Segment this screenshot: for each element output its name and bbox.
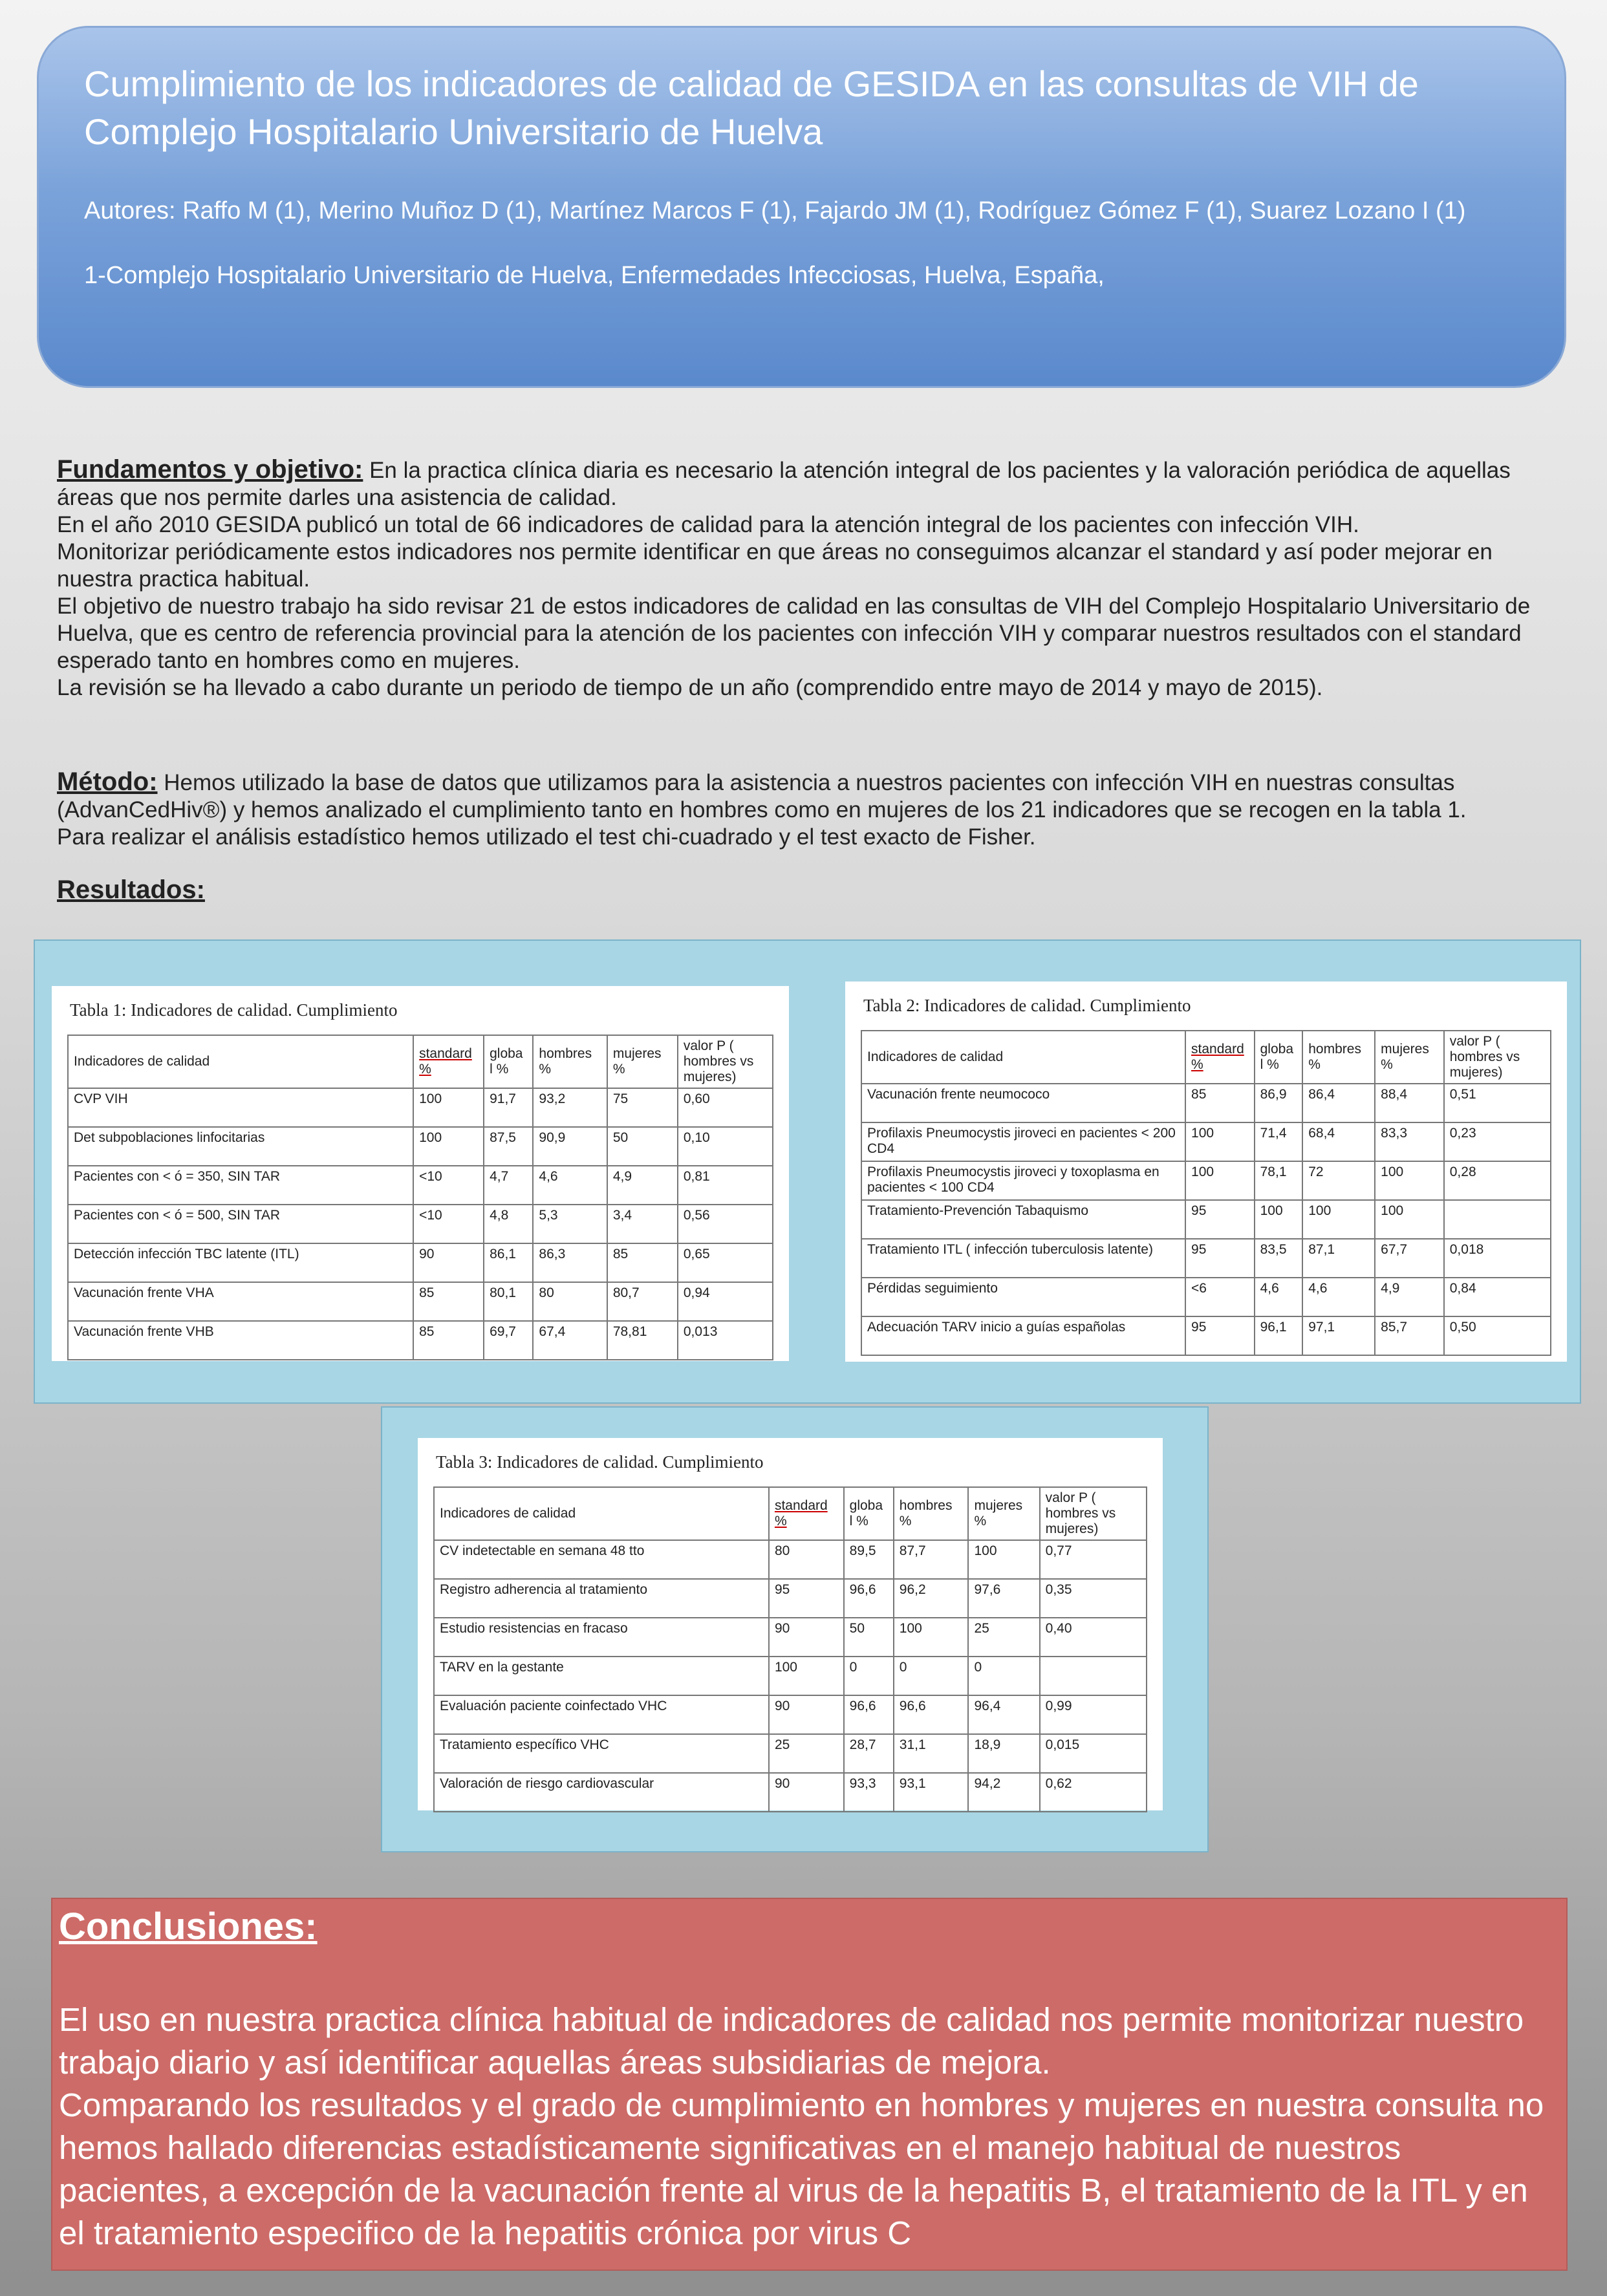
value-cell: 80: [769, 1540, 844, 1579]
value-cell: 86,9: [1255, 1084, 1303, 1122]
value-cell: 25: [769, 1734, 844, 1773]
column-header: Indicadores de calidad: [434, 1487, 769, 1540]
value-cell: 85: [413, 1321, 484, 1360]
metodo-lead: Hemos utilizado la base de datos que utilizamos para la asistencia a nuestros pacientes con infección VIH en nuestras consultas (AdvanCedHiv®) y hemos analizado el cumplimiento tanto en hombres como en mujeres de los 21 indicadores que se recogen en la tabla 1.: [57, 770, 1467, 822]
value-cell: 96,4: [968, 1695, 1039, 1734]
fundamentos-paragraph: Monitorizar periódicamente estos indicadores nos permite identificar en que áreas no conseguimos alcanzar el standard y así poder mejorar en nuestra practica habitual.: [57, 539, 1493, 592]
table-row: [434, 1618, 1147, 1657]
value-cell: 100: [1375, 1161, 1444, 1200]
indicator-cell: Profilaxis Pneumocystis jiroveci en pacientes < 200 CD4: [861, 1122, 1185, 1161]
table-row: [434, 1657, 1147, 1695]
value-cell: 4,6: [1255, 1278, 1303, 1316]
column-header: valor P ( hombres vs mujeres): [1444, 1031, 1551, 1084]
table-row: [861, 1316, 1551, 1355]
indicator-cell: Pacientes con < ó = 500, SIN TAR: [68, 1205, 413, 1243]
value-cell: 0,94: [678, 1282, 773, 1321]
value-cell: 83,3: [1375, 1122, 1444, 1161]
value-cell: 68,4: [1302, 1122, 1375, 1161]
value-cell: 86,4: [1302, 1084, 1375, 1122]
value-cell: <10: [413, 1205, 484, 1243]
indicator-cell: TARV en la gestante: [434, 1657, 769, 1695]
column-header: standard %: [413, 1035, 484, 1088]
table-row: [434, 1579, 1147, 1618]
value-cell: 75: [607, 1088, 678, 1127]
value-cell: 67,7: [1375, 1239, 1444, 1278]
value-cell: 97,6: [968, 1579, 1039, 1618]
indicator-cell: Vacunación frente VHA: [68, 1282, 413, 1321]
column-header: globa l %: [484, 1035, 533, 1088]
value-cell: <6: [1185, 1278, 1255, 1316]
fundamentos-paragraph: La revisión se ha llevado a cabo durante un periodo de tiempo de un año (comprendido entre mayo de 2014 y mayo de 2015).: [57, 675, 1323, 700]
value-cell: 97,1: [1302, 1316, 1375, 1355]
column-header: hombres %: [533, 1035, 607, 1088]
value-cell: 50: [607, 1127, 678, 1166]
table-row: [434, 1773, 1147, 1812]
metodo-section: [57, 768, 1551, 851]
value-cell: 0,40: [1040, 1618, 1147, 1657]
value-cell: 100: [968, 1540, 1039, 1579]
value-cell: 85: [607, 1243, 678, 1282]
value-cell: 100: [894, 1618, 969, 1657]
value-cell: 88,4: [1375, 1084, 1444, 1122]
value-cell: 0,23: [1444, 1122, 1551, 1161]
indicator-cell: Pacientes con < ó = 350, SIN TAR: [68, 1166, 413, 1205]
table-row: [861, 1122, 1551, 1161]
value-cell: 0,56: [678, 1205, 773, 1243]
value-cell: 72: [1302, 1161, 1375, 1200]
value-cell: 0,013: [678, 1321, 773, 1360]
column-header: globa l %: [844, 1487, 894, 1540]
table-2-caption: Tabla 2: Indicadores de calidad. Cumplimiento: [863, 996, 1191, 1015]
indicator-cell: Evaluación paciente coinfectado VHC: [434, 1695, 769, 1734]
value-cell: 100: [1255, 1200, 1303, 1239]
table-body: [861, 1084, 1551, 1355]
value-cell: 96,2: [894, 1579, 969, 1618]
value-cell: 0,77: [1040, 1540, 1147, 1579]
value-cell: 71,4: [1255, 1122, 1303, 1161]
fundamentos-lead: En la practica clínica diaria es necesario la atención integral de los pacientes y la valoración periódica de aquellas áreas que nos permite darles una asistencia de calidad.: [57, 458, 1511, 510]
value-cell: 96,6: [844, 1695, 894, 1734]
conclusiones-paragraph: Comparando los resultados y el grado de cumplimiento en hombres y mujeres en nuestra consulta no hemos hallado diferencias estadísticamente significativas en el manejo habitual de nuestros pacientes, a excepción de la vacunación frente al virus de la hepatitis B, el tratamiento de la ITL y en el tratamiento especifico de la hepatitis crónica por virus C: [59, 2087, 1544, 2251]
value-cell: 4,9: [1375, 1278, 1444, 1316]
indicator-cell: Det subpoblaciones linfocitarias: [68, 1127, 413, 1166]
indicator-cell: Vacunación frente VHB: [68, 1321, 413, 1360]
value-cell: 0,65: [678, 1243, 773, 1282]
value-cell: 95: [1185, 1316, 1255, 1355]
value-cell: 0,28: [1444, 1161, 1551, 1200]
value-cell: 0: [894, 1657, 969, 1695]
value-cell: 83,5: [1255, 1239, 1303, 1278]
poster-header: [37, 26, 1566, 388]
value-cell: 0,99: [1040, 1695, 1147, 1734]
table-3-caption: Tabla 3: Indicadores de calidad. Cumplimiento: [436, 1452, 764, 1472]
indicator-cell: Detección infección TBC latente (ITL): [68, 1243, 413, 1282]
value-cell: 95: [769, 1579, 844, 1618]
indicator-cell: Pérdidas seguimiento: [861, 1278, 1185, 1316]
table-header-row: [861, 1031, 1551, 1084]
column-header: Indicadores de calidad: [68, 1035, 413, 1088]
value-cell: 0,50: [1444, 1316, 1551, 1355]
value-cell: 80,7: [607, 1282, 678, 1321]
table-row: [68, 1321, 773, 1360]
table-1-box: [52, 986, 789, 1361]
value-cell: <10: [413, 1166, 484, 1205]
value-cell: 100: [1302, 1200, 1375, 1239]
value-cell: 87,5: [484, 1127, 533, 1166]
value-cell: 0: [844, 1657, 894, 1695]
table-row: [861, 1161, 1551, 1200]
value-cell: 50: [844, 1618, 894, 1657]
indicator-cell: Estudio resistencias en fracaso: [434, 1618, 769, 1657]
column-header: globa l %: [1255, 1031, 1303, 1084]
value-cell: [1040, 1657, 1147, 1695]
column-header: mujeres %: [1375, 1031, 1444, 1084]
value-cell: 4,6: [533, 1166, 607, 1205]
value-cell: 0,015: [1040, 1734, 1147, 1773]
value-cell: 90: [769, 1618, 844, 1657]
value-cell: 100: [1185, 1161, 1255, 1200]
table-header-row: [68, 1035, 773, 1088]
metodo-paragraph: Para realizar el análisis estadístico hemos utilizado el test chi-cuadrado y el test exacto de Fisher.: [57, 824, 1036, 850]
indicator-cell: Registro adherencia al tratamiento: [434, 1579, 769, 1618]
fundamentos-paragraph: En el año 2010 GESIDA publicó un total de 66 indicadores de calidad para la atención integral de los pacientes con infección VIH.: [57, 512, 1359, 537]
value-cell: 96,1: [1255, 1316, 1303, 1355]
value-cell: 89,5: [844, 1540, 894, 1579]
poster-title: Cumplimiento de los indicadores de calidad de GESIDA en las consultas de VIH de Complejo Hospitalario Universitario de Huelva: [84, 63, 1419, 152]
table-row: [68, 1166, 773, 1205]
value-cell: 86,3: [533, 1243, 607, 1282]
value-cell: 0,62: [1040, 1773, 1147, 1812]
column-header: hombres %: [1302, 1031, 1375, 1084]
value-cell: 87,7: [894, 1540, 969, 1579]
table-body: [434, 1540, 1147, 1812]
value-cell: 80,1: [484, 1282, 533, 1321]
column-header: valor P ( hombres vs mujeres): [1040, 1487, 1147, 1540]
value-cell: 3,4: [607, 1205, 678, 1243]
affiliation-line: 1-Complejo Hospitalario Universitario de Huelva, Enfermedades Infecciosas, Huelva, España,: [84, 262, 1105, 289]
value-cell: 31,1: [894, 1734, 969, 1773]
table-row: [68, 1205, 773, 1243]
table-row: [68, 1088, 773, 1127]
value-cell: 4,7: [484, 1166, 533, 1205]
value-cell: 90: [769, 1773, 844, 1812]
value-cell: 100: [1185, 1122, 1255, 1161]
value-cell: 94,2: [968, 1773, 1039, 1812]
indicator-cell: Profilaxis Pneumocystis jiroveci y toxoplasma en pacientes < 100 CD4: [861, 1161, 1185, 1200]
value-cell: 90: [413, 1243, 484, 1282]
metodo-heading: Método:: [57, 767, 158, 796]
indicator-cell: Tratamiento-Prevención Tabaquismo: [861, 1200, 1185, 1239]
value-cell: 85: [1185, 1084, 1255, 1122]
value-cell: 87,1: [1302, 1239, 1375, 1278]
value-cell: 4,8: [484, 1205, 533, 1243]
indicator-cell: CV indetectable en semana 48 tto: [434, 1540, 769, 1579]
value-cell: 0,51: [1444, 1084, 1551, 1122]
table-row: [861, 1200, 1551, 1239]
table-1: [67, 1035, 773, 1360]
value-cell: 0,81: [678, 1166, 773, 1205]
value-cell: 100: [413, 1088, 484, 1127]
indicator-cell: Adecuación TARV inicio a guías españolas: [861, 1316, 1185, 1355]
value-cell: 100: [769, 1657, 844, 1695]
value-cell: 0,35: [1040, 1579, 1147, 1618]
authors-line: Autores: Raffo M (1), Merino Muñoz D (1), Martínez Marcos F (1), Fajardo JM (1), Rodríguez Gómez F (1), Suarez Lozano I (1): [84, 197, 1466, 224]
table-row: [434, 1734, 1147, 1773]
value-cell: 0,84: [1444, 1278, 1551, 1316]
table-1-caption: Tabla 1: Indicadores de calidad. Cumplimiento: [70, 1000, 398, 1020]
value-cell: 96,6: [894, 1695, 969, 1734]
value-cell: 93,2: [533, 1088, 607, 1127]
value-cell: 100: [1375, 1200, 1444, 1239]
table-row: [434, 1695, 1147, 1734]
table-row: [68, 1243, 773, 1282]
column-header: mujeres %: [968, 1487, 1039, 1540]
table-row: [861, 1239, 1551, 1278]
value-cell: 78,1: [1255, 1161, 1303, 1200]
conclusiones-paragraph: El uso en nuestra practica clínica habitual de indicadores de calidad nos permite monitorizar nuestro trabajo diario y así identificar aquellas áreas subsidiarias de mejora.: [59, 2001, 1524, 2081]
value-cell: 0,60: [678, 1088, 773, 1127]
table-row: [861, 1084, 1551, 1122]
column-header: Indicadores de calidad: [861, 1031, 1185, 1084]
table-row: [434, 1540, 1147, 1579]
table-row: [68, 1282, 773, 1321]
value-cell: 28,7: [844, 1734, 894, 1773]
table-2-box: [845, 982, 1567, 1362]
value-cell: [1444, 1200, 1551, 1239]
value-cell: 80: [533, 1282, 607, 1321]
value-cell: 93,1: [894, 1773, 969, 1812]
column-header: standard %: [1185, 1031, 1255, 1084]
value-cell: 95: [1185, 1200, 1255, 1239]
value-cell: 4,6: [1302, 1278, 1375, 1316]
conclusiones-heading: Conclusiones:: [59, 1905, 318, 1947]
value-cell: 86,1: [484, 1243, 533, 1282]
resultados-heading: Resultados:: [57, 875, 205, 904]
fundamentos-paragraph: El objetivo de nuestro trabajo ha sido revisar 21 de estos indicadores de calidad en las consultas de VIH del Complejo Hospitalario Universitario de Huelva, que es centro de referencia provincial para la atención de los pacientes con infección VIH y comparar nuestros resultados con el standard esperado tanto en hombres como en mujeres.: [57, 594, 1531, 673]
value-cell: 69,7: [484, 1321, 533, 1360]
table-body: [68, 1088, 773, 1360]
value-cell: 93,3: [844, 1773, 894, 1812]
indicator-cell: CVP VIH: [68, 1088, 413, 1127]
column-header: valor P ( hombres vs mujeres): [678, 1035, 773, 1088]
column-header: hombres %: [894, 1487, 969, 1540]
value-cell: 0,10: [678, 1127, 773, 1166]
table-3: [433, 1486, 1147, 1812]
indicator-cell: Valoración de riesgo cardiovascular: [434, 1773, 769, 1812]
table-3-box: [418, 1438, 1163, 1810]
value-cell: 67,4: [533, 1321, 607, 1360]
value-cell: 90,9: [533, 1127, 607, 1166]
table-header-row: [434, 1487, 1147, 1540]
column-header: mujeres %: [607, 1035, 678, 1088]
fundamentos-section: [57, 456, 1551, 702]
value-cell: 0,018: [1444, 1239, 1551, 1278]
value-cell: 5,3: [533, 1205, 607, 1243]
value-cell: 85,7: [1375, 1316, 1444, 1355]
table-row: [68, 1127, 773, 1166]
value-cell: 91,7: [484, 1088, 533, 1127]
value-cell: 100: [413, 1127, 484, 1166]
indicator-cell: Tratamiento ITL ( infección tuberculosis latente): [861, 1239, 1185, 1278]
value-cell: 96,6: [844, 1579, 894, 1618]
value-cell: 85: [413, 1282, 484, 1321]
fundamentos-heading: Fundamentos y objetivo:: [57, 455, 363, 484]
conclusiones-box: [51, 1898, 1568, 2271]
value-cell: 90: [769, 1695, 844, 1734]
value-cell: 18,9: [968, 1734, 1039, 1773]
indicator-cell: Tratamiento específico VHC: [434, 1734, 769, 1773]
table-row: [861, 1278, 1551, 1316]
column-header: standard %: [769, 1487, 844, 1540]
indicator-cell: Vacunación frente neumococo: [861, 1084, 1185, 1122]
value-cell: 4,9: [607, 1166, 678, 1205]
value-cell: 78,81: [607, 1321, 678, 1360]
value-cell: 95: [1185, 1239, 1255, 1278]
table-2: [861, 1030, 1551, 1356]
value-cell: 0: [968, 1657, 1039, 1695]
value-cell: 25: [968, 1618, 1039, 1657]
